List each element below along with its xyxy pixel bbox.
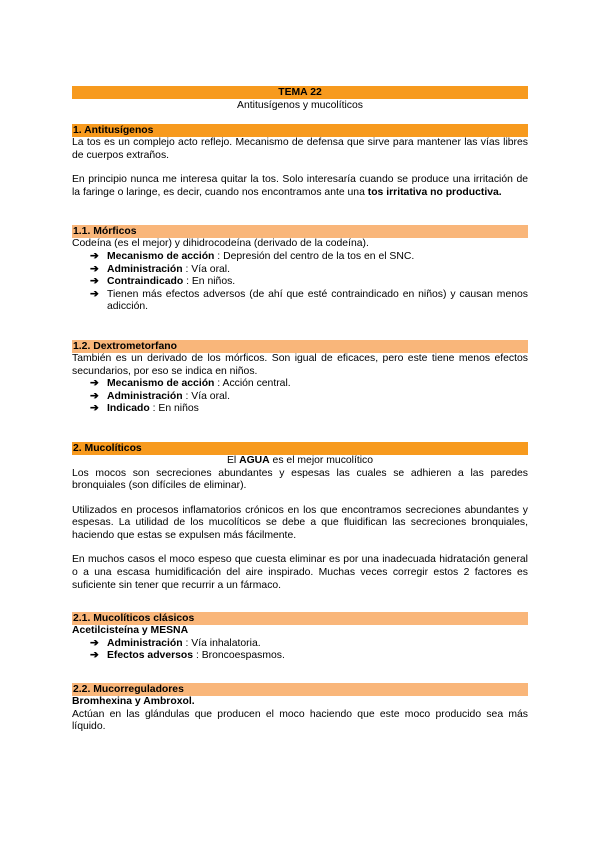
centered-statement: El AGUA es el mejor mucolítico <box>226 454 374 466</box>
section-heading-mucoliticos: 2. Mucolíticos <box>72 442 528 455</box>
list-item: ➔ Tienen más efectos adversos (de ahí que esté contraindicado en niños) y causan menos adicción. <box>90 288 528 313</box>
arrow-bullet-icon: ➔ <box>90 390 99 402</box>
section-heading-morficos: 1.1. Mórficos <box>72 225 528 238</box>
paragraph: En principio nunca me interesa quitar la tos. Solo interesaría cuando se produce una irritación de la faringe o laringe, es decir, cuando nos encontramos ante una tos irritativa no productiva. <box>72 174 528 198</box>
list-item: ➔ Administración : Vía oral. <box>90 263 230 275</box>
list-item: ➔ Contraindicado : En niños. <box>90 276 236 288</box>
document-page <box>72 86 528 734</box>
section-heading-mucorreguladores: 2.2. Mucorreguladores <box>72 683 528 696</box>
arrow-bullet-icon: ➔ <box>90 637 99 649</box>
paragraph: Utilizados en procesos inflamatorios crónicos en los que encontramos secreciones abundantes y espesas. La utilidad de los mucolíticos se debe a que fluidifican las secreciones bronquiales, haciendo que estas se expulsen más fácilmente. <box>72 504 528 541</box>
list-item: ➔ Indicado : En niños <box>90 403 199 415</box>
paragraph: En muchos casos el moco espeso que cuesta eliminar es por una inadecuada hidratación general o a una escasa humidificación del aire inspirado. Muchas veces corregir estos 2 factores es suficiente sin tener que recurrir a un fármaco. <box>72 554 528 591</box>
paragraph: Actúan en las glándulas que producen el moco haciendo que este moco producido sea más líquido. <box>72 708 528 733</box>
list-item: ➔ Administración : Vía oral. <box>90 390 230 402</box>
paragraph: La tos es un complejo acto reflejo. Mecanismo de defensa que sirve para mantener las vías libres de cuerpos extraños. <box>72 137 528 161</box>
arrow-bullet-icon: ➔ <box>90 263 99 275</box>
list-item: ➔ Mecanismo de acción : Depresión del centro de la tos en el SNC. <box>90 250 415 262</box>
section-heading-mucoliticos-clasicos: 2.1. Mucolíticos clásicos <box>72 612 528 625</box>
list-item: ➔ Administración : Vía inhalatoria. <box>90 637 261 649</box>
drug-names: Bromhexina y Ambroxol. <box>72 696 195 708</box>
paragraph: Codeína (es el mejor) y dihidrocodeína (derivado de la codeína). <box>72 238 369 250</box>
drug-names: Acetilcisteína y MESNA <box>72 625 189 637</box>
arrow-bullet-icon: ➔ <box>90 378 99 390</box>
document-subtitle: Antitusígenos y mucolíticos <box>237 100 363 111</box>
paragraph: También es un derivado de los mórficos. Son igual de eficaces, pero este tiene menos efectos secundarios, por eso se indica en niños. <box>72 352 528 377</box>
list-item: ➔ Efectos adversos : Broncoespasmos. <box>90 650 285 662</box>
arrow-bullet-icon: ➔ <box>90 276 99 288</box>
document-title: TEMA 22 <box>72 86 528 99</box>
section-heading-dextrometorfano: 1.2. Dextrometorfano <box>72 340 528 353</box>
bullet-list-dextrometorfano <box>72 378 528 416</box>
section-heading-antitusigenos: 1. Antitusígenos <box>72 124 528 137</box>
arrow-bullet-icon: ➔ <box>90 288 99 300</box>
list-item: ➔ Mecanismo de acción : Acción central. <box>90 378 291 390</box>
paragraph: Los mocos son secreciones abundantes y espesas las cuales se adhieren a las paredes bronquiales (son difíciles de eliminar). <box>72 467 528 492</box>
arrow-bullet-icon: ➔ <box>90 403 99 415</box>
arrow-bullet-icon: ➔ <box>90 250 99 262</box>
bullet-list-mucoliticos-clasicos <box>72 638 528 663</box>
arrow-bullet-icon: ➔ <box>90 650 99 662</box>
bullet-list-morficos <box>72 251 528 314</box>
